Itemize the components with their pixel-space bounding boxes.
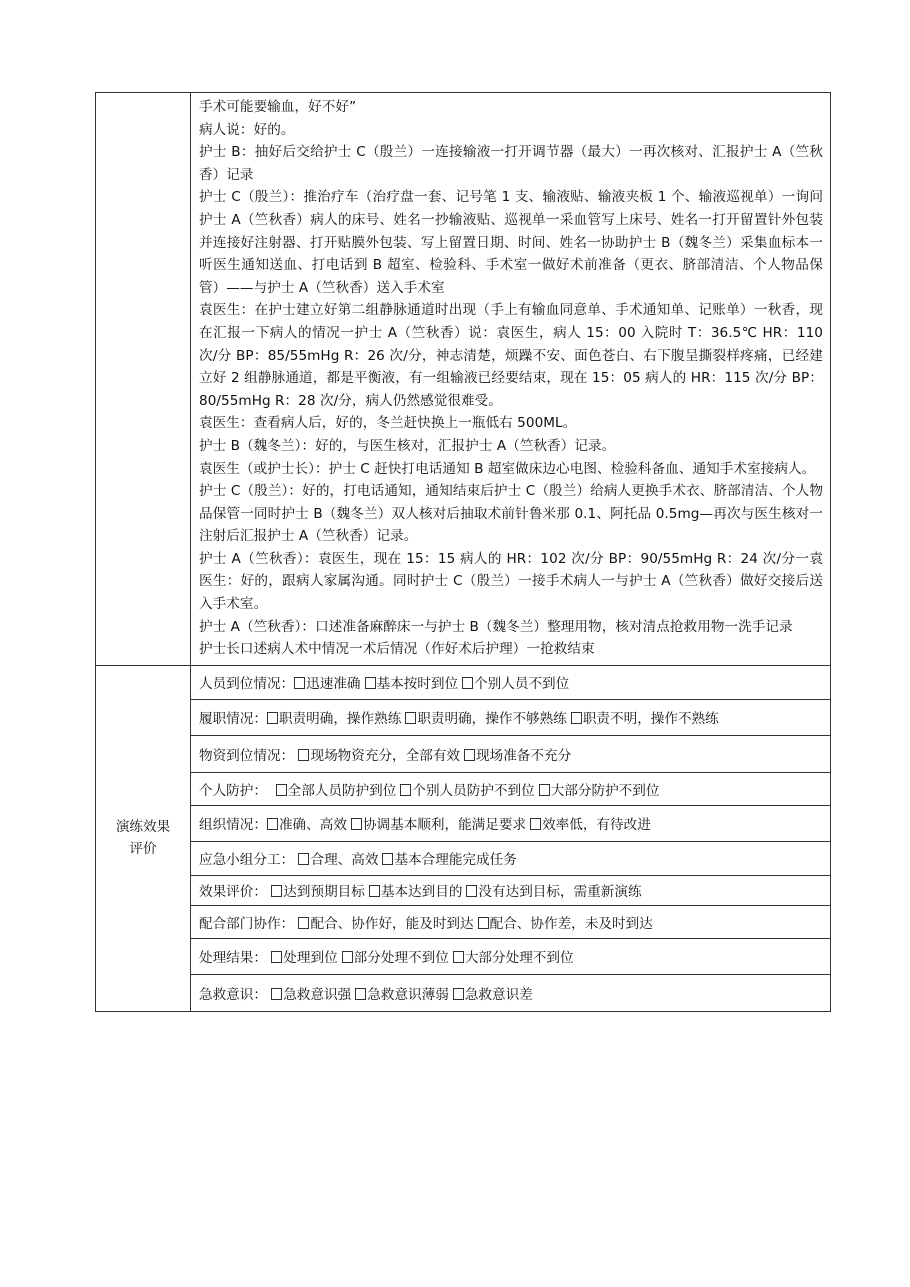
evaluation-option-label: 基本按时到位	[376, 676, 459, 693]
evaluation-option[interactable]	[298, 748, 460, 764]
evaluation-criterion-label: 组织情况：	[199, 817, 267, 834]
evaluation-item	[191, 875, 831, 905]
evaluation-option-label: 配合、协作差，未及时到达	[489, 915, 653, 932]
evaluation-option[interactable]	[365, 676, 459, 692]
evaluation-option-label: 急救意识差	[464, 986, 533, 1003]
narrative-row	[96, 93, 831, 666]
evaluation-option[interactable]	[400, 783, 534, 799]
evaluation-item	[191, 665, 831, 699]
checkbox[interactable]	[298, 749, 309, 761]
evaluation-option[interactable]	[464, 748, 571, 764]
evaluation-criterion-label: 人员到位情况：	[199, 676, 295, 693]
narrative-paragraph: 护士 A（竺秋香）：袁医生，现在 15：15 病人的 HR：102 次/分 BP：90/55mHg R：24 次/分一袁医生：好的，跟病人家属沟通。同时护士 C（殷兰）一接手术病人一与护士 A（竺秋香）做好交接后送入手术室。	[199, 550, 823, 613]
evaluation-option-label: 没有达到目标，需重新演练	[478, 884, 642, 901]
evaluation-option[interactable]	[405, 711, 567, 727]
checkbox[interactable]	[267, 818, 278, 830]
checkbox[interactable]	[365, 677, 376, 689]
narrative-left-cell	[96, 93, 191, 666]
narrative-paragraph: 护士 B（魏冬兰）：好的，与医生核对，汇报护士 A（竺秋香）记录。	[199, 437, 616, 454]
evaluation-option-label: 基本合理能完成任务	[394, 852, 517, 869]
evaluation-label-line: 演练效果	[115, 819, 171, 836]
narrative-paragraph: 护士 A（竺秋香）：口述准备麻醉床一与护士 B（魏冬兰）整理用物，核对清点抢救用物一洗手记录	[199, 618, 793, 635]
checkbox[interactable]	[271, 885, 282, 897]
evaluation-row	[96, 974, 831, 1011]
evaluation-row	[96, 938, 831, 974]
evaluation-option-label: 处理到位	[283, 950, 338, 967]
evaluation-option-label: 部分处理不到位	[353, 950, 449, 967]
evaluation-option-label: 大部分处理不到位	[464, 950, 574, 967]
evaluation-item	[191, 938, 831, 974]
evaluation-option-label: 准确、高效	[278, 817, 347, 834]
checkbox[interactable]	[342, 951, 353, 963]
checkbox[interactable]	[271, 951, 282, 963]
evaluation-option-label: 效率低，有待改进	[542, 817, 651, 834]
evaluation-criterion-label: 应急小组分工：	[199, 852, 299, 869]
evaluation-option[interactable]	[453, 987, 533, 1003]
evaluation-option-label: 迅速准确	[306, 676, 361, 693]
evaluation-option[interactable]	[351, 817, 526, 833]
evaluation-option-label: 大部分防护不到位	[550, 782, 660, 799]
narrative-paragraph: 护士 C（殷兰）：好的，打电话通知，通知结束后护士 C（殷兰）给病人更换手术衣、脐部清洁、个人物品保管一同时护士 B（魏冬兰）双人核对后抽取术前针鲁米那 0.1、阿托品 0.5mg—再次与医生核对一注射后汇报护士 A（竺秋香）记录。	[199, 483, 823, 545]
evaluation-section	[96, 665, 831, 1011]
evaluation-option-label: 基本达到目的	[380, 884, 463, 901]
evaluation-option[interactable]	[530, 817, 651, 833]
evaluation-option-label: 合理、高效	[310, 852, 379, 869]
evaluation-option[interactable]	[382, 852, 516, 868]
evaluation-option[interactable]	[298, 852, 378, 868]
evaluation-option[interactable]	[294, 676, 360, 692]
checkbox[interactable]	[453, 951, 464, 963]
evaluation-item	[191, 974, 831, 1011]
evaluation-criterion-label: 履职情况：	[199, 711, 267, 728]
evaluation-option[interactable]	[478, 916, 653, 932]
evaluation-option[interactable]	[271, 884, 365, 900]
checkbox[interactable]	[369, 885, 380, 897]
evaluation-option-label: 现场物资充分，全部有效	[310, 747, 461, 764]
evaluation-option-label: 个别人员不到位	[474, 676, 570, 693]
evaluation-option-label: 全部人员防护到位	[287, 782, 397, 799]
checkbox[interactable]	[298, 853, 309, 865]
evaluation-option-label: 个别人员防护不到位	[412, 782, 535, 799]
evaluation-option[interactable]	[276, 783, 397, 799]
checkbox[interactable]	[355, 988, 366, 1000]
evaluation-row	[96, 665, 831, 699]
evaluation-item	[191, 805, 831, 841]
evaluation-row	[96, 699, 831, 735]
evaluation-criterion-label: 效果评价：	[199, 884, 272, 901]
evaluation-option-label: 急救意识薄弱	[367, 986, 449, 1003]
evaluation-option[interactable]	[271, 950, 337, 966]
narrative-paragraph: 袁医生：查看病人后，好的，冬兰赶快换上一瓶低右 500ML。	[199, 415, 577, 432]
evaluation-option-label: 现场准备不充分	[476, 747, 572, 764]
evaluation-option[interactable]	[271, 987, 351, 1003]
evaluation-label-line: 评价	[129, 841, 157, 858]
evaluation-criterion-label: 物资到位情况：	[199, 747, 299, 764]
checkbox[interactable]	[464, 749, 475, 761]
checkbox[interactable]	[267, 712, 278, 724]
evaluation-option[interactable]	[342, 950, 449, 966]
evaluation-row	[96, 735, 831, 772]
narrative-paragraph: 护士长口述病人术中情况一术后情况（作好术后护理）一抢救结束	[199, 641, 595, 658]
evaluation-option-label: 职责明确，操作熟练	[278, 711, 402, 728]
evaluation-option-label: 达到预期目标	[283, 884, 365, 901]
evaluation-option[interactable]	[571, 711, 719, 727]
evaluation-criterion-label: 配合部门协作：	[199, 915, 299, 932]
evaluation-option[interactable]	[355, 987, 449, 1003]
evaluation-criterion-label: 个人防护：	[199, 782, 276, 799]
evaluation-row	[96, 772, 831, 805]
checkbox[interactable]	[400, 784, 411, 796]
checkbox[interactable]	[405, 712, 416, 724]
evaluation-option[interactable]	[369, 884, 463, 900]
narrative-paragraph: 袁医生（或护士长）：护士 C 赶快打电话通知 B 超室做床边心电图、检验科备血、通知手术室接病人。	[199, 460, 816, 477]
evaluation-criterion-label: 处理结果：	[199, 950, 272, 967]
evaluation-option[interactable]	[267, 817, 347, 833]
evaluation-criterion-label: 急救意识：	[199, 986, 272, 1003]
evaluation-option[interactable]	[462, 676, 569, 692]
evaluation-item	[191, 841, 831, 875]
narrative-paragraph: 护士 B：抽好后交给护士 C（殷兰）一连接输液一打开调节器（最大）一再次核对、汇报护士 A（竺秋香）记录	[199, 144, 823, 183]
evaluation-option[interactable]	[298, 916, 473, 932]
checkbox[interactable]	[351, 818, 362, 830]
evaluation-option-label: 职责明确，操作不够熟练	[417, 711, 567, 728]
checkbox[interactable]	[382, 853, 393, 865]
checkbox[interactable]	[453, 988, 464, 1000]
narrative-cell	[191, 93, 831, 666]
checkbox[interactable]	[478, 917, 489, 929]
checkbox[interactable]	[539, 784, 550, 796]
checkbox[interactable]	[276, 784, 287, 796]
narrative-paragraph: 袁医生：在护士建立好第二组静脉通道时出现（手上有输血同意单、手术通知单、记账单）一秋香，现在汇报一下病人的情况一护士 A（竺秋香）说：袁医生，病人 15：00 入院时 T：36.5℃ HR：110 次/分 BP：85/55mHg R：26 次/分，神志清楚，烦躁不安、面色苍白、右下腹呈撕裂样疼痛，已经建立好 2 组静脉通道，都是平衡液，有一组输液已经要结束，现在 15：05 病人的 HR：115 次/分 BP：80/55mHg R：28 次/分，病人仍然感觉很难受。	[199, 302, 823, 409]
evaluation-option-label: 配合、协作好，能及时到达	[310, 915, 474, 932]
evaluation-item	[191, 905, 831, 938]
checkbox[interactable]	[462, 677, 473, 689]
evaluation-option[interactable]	[453, 950, 574, 966]
evaluation-option[interactable]	[267, 711, 401, 727]
narrative-paragraph: 病人说：好的。	[199, 121, 295, 138]
checkbox[interactable]	[466, 885, 477, 897]
checkbox[interactable]	[530, 818, 541, 830]
checkbox[interactable]	[271, 988, 282, 1000]
checkbox[interactable]	[294, 677, 305, 689]
evaluation-row	[96, 841, 831, 875]
drill-record-table	[95, 92, 831, 1012]
evaluation-row	[96, 805, 831, 841]
evaluation-item	[191, 772, 831, 805]
evaluation-item	[191, 699, 831, 735]
narrative-paragraph: 手术可能要输血，好不好”	[199, 99, 357, 115]
evaluation-row	[96, 905, 831, 938]
evaluation-option-label: 急救意识强	[283, 986, 352, 1003]
checkbox[interactable]	[571, 712, 582, 724]
evaluation-option-label: 职责不明，操作不熟练	[582, 711, 719, 728]
evaluation-option-label: 协调基本顺利，能满足要求	[362, 817, 527, 834]
evaluation-option[interactable]	[539, 783, 660, 799]
evaluation-row	[96, 875, 831, 905]
narrative-paragraph: 护士 C（殷兰）：推治疗车（治疗盘一套、记号笔 1 支、输液贴、输液夹板 1 个、输液巡视单）一询问护士 A（竺秋香）病人的床号、姓名一抄输液贴、巡视单一采血管写上床号、姓名一打开留置针外包装并连接好注射器、打开贴膜外包装、写上留置日期、时间、姓名一协助护士 B（魏冬兰）采集血标本一听医生通知送血、打电话到 B 超室、检验科、手术室一做好术前准备（更衣、脐部清洁、个人物品保管）——与护士 A（竺秋香）送入手术室	[199, 189, 823, 296]
checkbox[interactable]	[298, 917, 309, 929]
evaluation-option[interactable]	[466, 884, 641, 900]
evaluation-item	[191, 735, 831, 772]
evaluation-label	[96, 665, 191, 1011]
